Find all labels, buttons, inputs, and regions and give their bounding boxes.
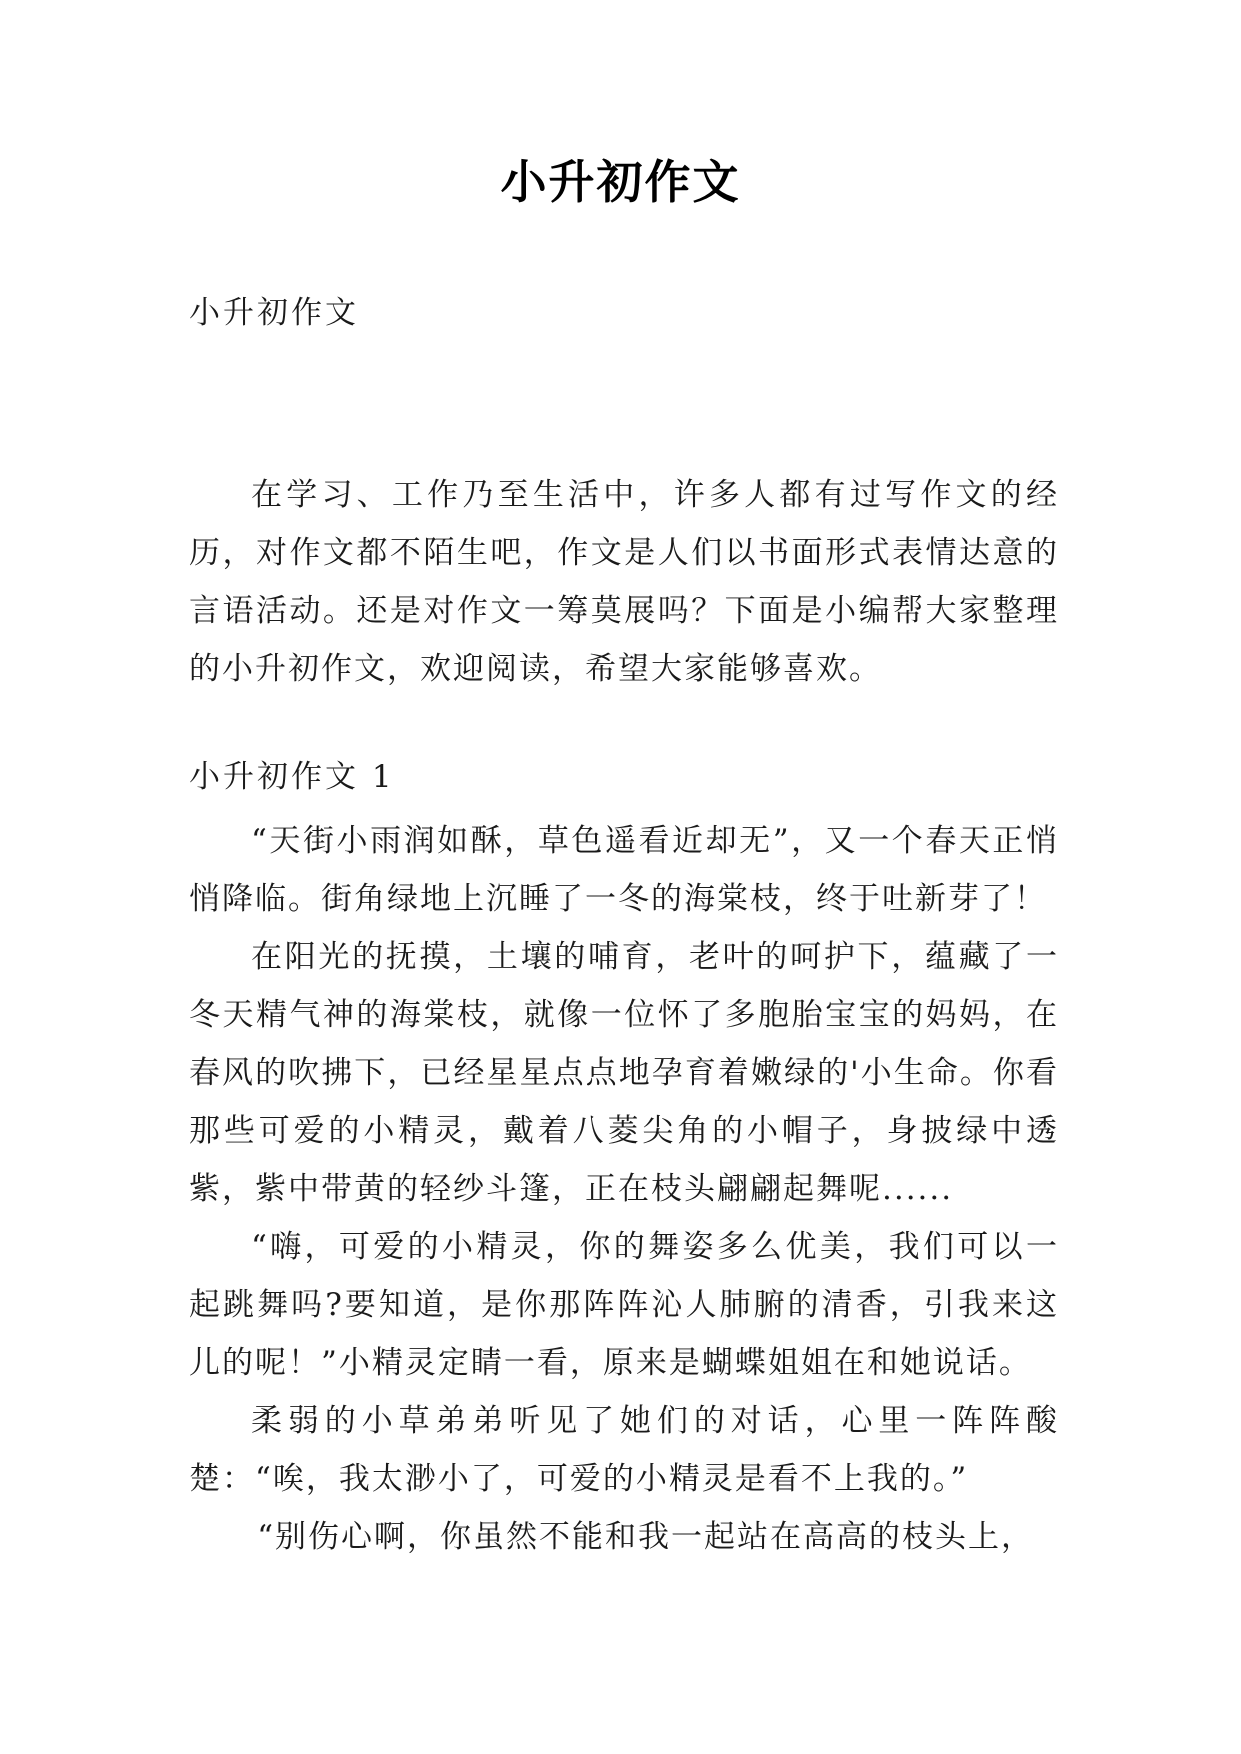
section-heading: 小升初作文 1 bbox=[189, 759, 395, 795]
intro-paragraph: 在学习、工作乃至生活中，许多人都有过写作文的经历，对作文都不陌生吧，作文是人们以书面形式表情达意的言语活动。还是对作文一筹莫展吗？下面是小编帮大家整理的小升初作文，欢迎阅读，希望大家能够喜欢。 bbox=[189, 477, 1059, 687]
story-paragraph: 柔弱的小草弟弟听见了她们的对话，心里一阵阵酸楚：“唉，我太渺小了，可爱的小精灵是看不上我的。” bbox=[189, 1403, 1059, 1497]
document-subtitle: 小升初作文 bbox=[189, 295, 359, 331]
story-body bbox=[189, 812, 1059, 1566]
intro-paragraph-block bbox=[189, 466, 1059, 698]
story-paragraph: “天街小雨润如酥，草色遥看近却无”，又一个春天正悄悄降临。街角绿地上沉睡了一冬的海棠枝，终于吐新芽了！ bbox=[189, 823, 1059, 917]
story-paragraph: “嗨，可爱的小精灵，你的舞姿多么优美，我们可以一起跳舞吗?要知道，是你那阵阵沁人肺腑的清香，引我来这儿的呢！”小精灵定睛一看，原来是蝴蝶姐姐在和她说话。 bbox=[189, 1229, 1059, 1381]
story-paragraph: 在阳光的抚摸，土壤的哺育，老叶的呵护下，蕴藏了一冬天精气神的海棠枝，就像一位怀了多胞胎宝宝的妈妈，在春风的吹拂下，已经星星点点地孕育着嫩绿的'小生命。你看那些可爱的小精灵，戴着八菱尖角的小帽子，身披绿中透紫，紫中带黄的轻纱斗篷，正在枝头翩翩起舞呢...... bbox=[189, 939, 1059, 1207]
story-paragraph: “别伤心啊，你虽然不能和我一起站在高高的枝头上， bbox=[257, 1519, 1035, 1555]
document-title: 小升初作文 bbox=[500, 155, 741, 209]
